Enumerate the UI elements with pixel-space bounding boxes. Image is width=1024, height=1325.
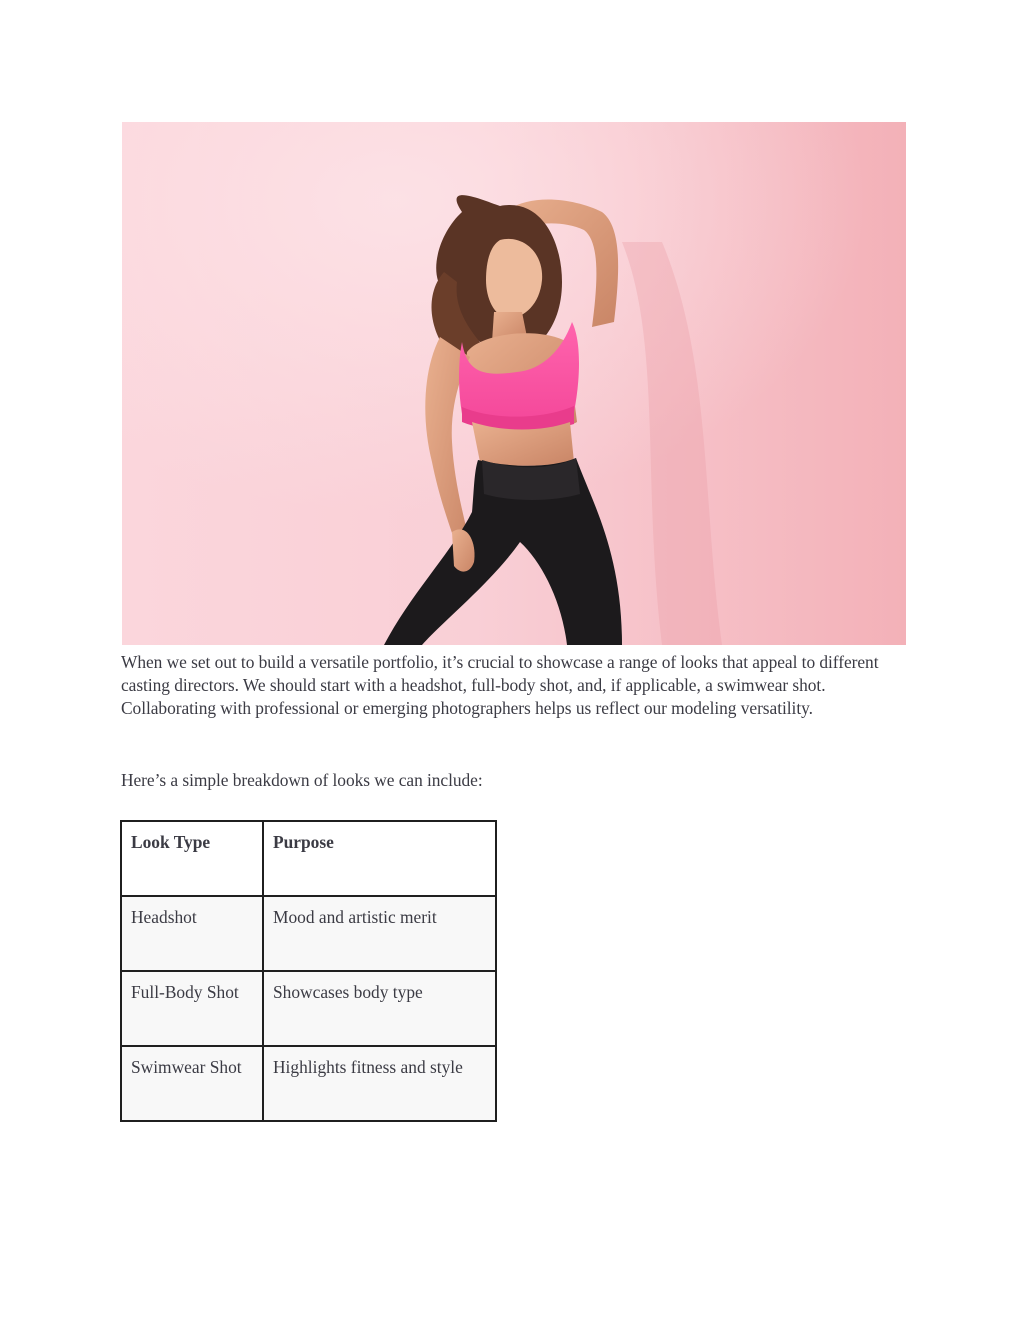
breakdown-intro: Here’s a simple breakdown of looks we can include: (121, 770, 483, 790)
cell-look-type: Swimwear Shot (121, 1046, 263, 1121)
model-photo (122, 122, 906, 645)
table-row (121, 896, 496, 971)
table-row (121, 1046, 496, 1121)
table-row (121, 971, 496, 1046)
header-look-type: Look Type (121, 821, 263, 896)
cell-purpose: Highlights fitness and style (263, 1046, 496, 1121)
cell-look-type: Headshot (121, 896, 263, 971)
cell-look-type: Full-Body Shot (121, 971, 263, 1046)
intro-paragraph: When we set out to build a versatile portfolio, it’s crucial to showcase a range of looks that appeal to different casting directors. We should start with a headshot, full-body shot, and, if applicable, a swimwear shot. Collaborating with professional or emerging photographers helps us reflect our modeling versatility. (121, 652, 879, 718)
cell-purpose: Showcases body type (263, 971, 496, 1046)
looks-table (120, 820, 497, 1122)
cell-purpose: Mood and artistic merit (263, 896, 496, 971)
table-header-row (121, 821, 496, 896)
header-purpose: Purpose (263, 821, 496, 896)
